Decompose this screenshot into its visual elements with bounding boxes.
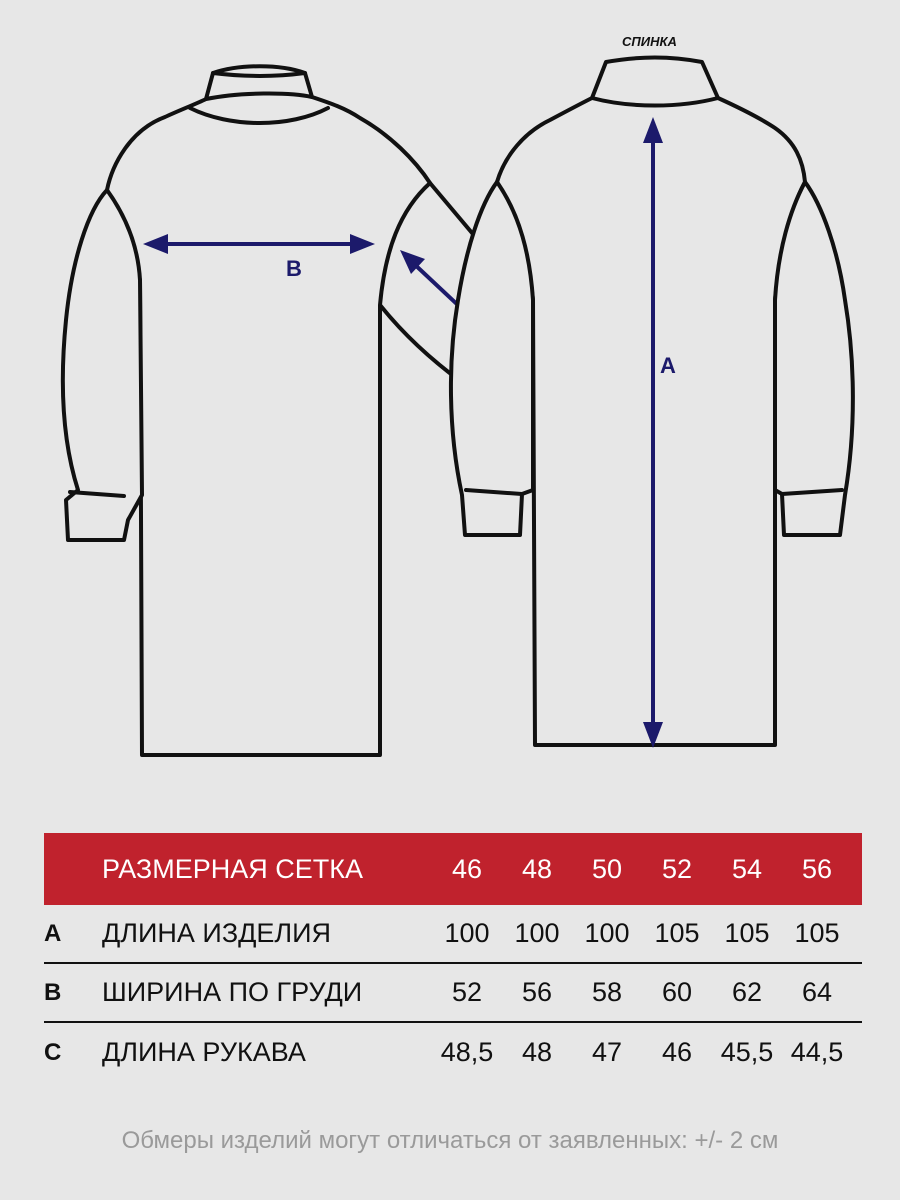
size-46: 46 — [451, 853, 483, 884]
size-chart-title: РАЗМЕРНАЯ СЕТКА — [102, 853, 363, 884]
table-row-a — [44, 905, 862, 964]
row-value: 48 — [521, 1037, 553, 1067]
row-value: 62 — [731, 977, 763, 1007]
row-value: 52 — [451, 977, 483, 1007]
measurement-note: Обмеры изделий могут отличаться от заявленных: +/- 2 см — [121, 1127, 779, 1154]
row-value: 105 — [794, 918, 840, 948]
row-value: 100 — [584, 918, 630, 948]
row-name: ШИРИНА ПО ГРУДИ — [102, 977, 363, 1007]
size-chart-table — [44, 833, 862, 1082]
measure-a-label: A — [660, 353, 676, 378]
back-view — [451, 34, 853, 748]
front-left-sleeve — [63, 190, 142, 540]
front-body — [107, 73, 430, 755]
back-right-sleeve — [775, 182, 853, 535]
row-value: 100 — [444, 918, 490, 948]
row-value: 64 — [801, 977, 833, 1007]
row-letter: B — [44, 978, 62, 1006]
row-value: 56 — [521, 977, 553, 1007]
row-value: 105 — [654, 918, 700, 948]
size-54: 54 — [731, 853, 763, 884]
row-name: ДЛИНА РУКАВА — [102, 1037, 306, 1067]
table-row-c — [44, 1023, 862, 1082]
row-name: ДЛИНА ИЗДЕЛИЯ — [102, 918, 332, 948]
row-value: 45,5 — [720, 1037, 774, 1067]
size-52: 52 — [661, 853, 693, 884]
size-50: 50 — [591, 853, 623, 884]
size-48: 48 — [521, 853, 553, 884]
row-value: 100 — [514, 918, 560, 948]
size-chart-header — [44, 833, 862, 905]
measure-b-label: B — [286, 256, 302, 281]
back-view-label: СПИНКА — [622, 34, 677, 49]
row-value: 105 — [724, 918, 770, 948]
table-row-b — [44, 964, 862, 1023]
row-letter: C — [44, 1038, 62, 1066]
row-value: 58 — [591, 977, 623, 1007]
row-value: 47 — [591, 1037, 623, 1067]
row-value: 44,5 — [790, 1037, 844, 1067]
front-collar-top — [213, 66, 305, 73]
row-letter: A — [44, 919, 62, 947]
row-value: 48,5 — [440, 1037, 494, 1067]
row-value: 46 — [661, 1037, 693, 1067]
row-value: 60 — [661, 977, 693, 1007]
size-56: 56 — [801, 853, 833, 884]
